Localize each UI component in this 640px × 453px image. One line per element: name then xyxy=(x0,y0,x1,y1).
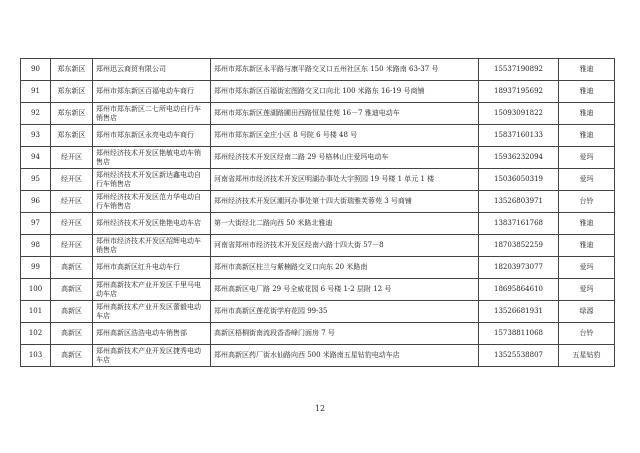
row-number-cell: 103 xyxy=(21,345,51,367)
dealer-address-cell: 郑州高新区药厂街水仙路向西 500 米路南五星钻豹电动车店 xyxy=(211,345,479,367)
table-row xyxy=(21,169,615,191)
table-row xyxy=(21,301,615,323)
dealer-name-cell: 郑州高新技术产业开发区捷秀电动车店 xyxy=(93,345,211,367)
district-cell: 郑东新区 xyxy=(51,81,93,103)
brand-cell: 台铃 xyxy=(559,323,615,345)
brand-cell: 雅迪 xyxy=(559,103,615,125)
district-cell: 郑东新区 xyxy=(51,59,93,81)
dealer-address-cell: 高新区梧桐街南流段香香峰门面房 7 号 xyxy=(211,323,479,345)
phone-number-cell: 15537190892 xyxy=(479,59,559,81)
dealer-address-cell: 郑州市郑东新区百福街宏图路交叉口向北 100 米路东 16-19 号商铺 xyxy=(211,81,479,103)
dealer-name-cell: 郑州高新区浩浩电动车销售部 xyxy=(93,323,211,345)
row-number-cell: 93 xyxy=(21,125,51,147)
dealer-name-cell: 郑州经济技术开发区艳敏电动车销售店 xyxy=(93,147,211,169)
brand-cell: 雅迪 xyxy=(559,81,615,103)
row-number-cell: 90 xyxy=(21,59,51,81)
phone-number-cell: 13526681931 xyxy=(479,301,559,323)
row-number-cell: 101 xyxy=(21,301,51,323)
phone-number-cell: 18695864610 xyxy=(479,279,559,301)
dealer-name-cell: 郑州经济技术开发区范力华电动自行车销售店 xyxy=(93,191,211,213)
page-number: 12 xyxy=(314,404,326,413)
district-cell: 高新区 xyxy=(51,279,93,301)
phone-number-cell: 13837161768 xyxy=(479,213,559,235)
table-row xyxy=(21,345,615,367)
row-number-cell: 92 xyxy=(21,103,51,125)
table-row xyxy=(21,257,615,279)
district-cell: 高新区 xyxy=(51,323,93,345)
dealer-address-cell: 郑州经济技术开发区经南二路 29 号格林山庄爱玛电动车 xyxy=(211,147,479,169)
table-row xyxy=(21,323,615,345)
dealer-name-cell: 郑州高新技术产业开发区千里马电动车店 xyxy=(93,279,211,301)
district-cell: 经开区 xyxy=(51,169,93,191)
phone-number-cell: 18937195692 xyxy=(479,81,559,103)
brand-cell: 台铃 xyxy=(559,191,615,213)
row-number-cell: 96 xyxy=(21,191,51,213)
dealer-name-cell: 郑州市郑东新区永亮电动车商行 xyxy=(93,125,211,147)
phone-number-cell: 15738811068 xyxy=(479,323,559,345)
dealer-address-cell: 第一大街经北二路向西 50 米路北雅迪 xyxy=(211,213,479,235)
row-number-cell: 99 xyxy=(21,257,51,279)
dealer-name-cell: 郑州市郑东新区百福电动车商行 xyxy=(93,81,211,103)
brand-cell: 绿源 xyxy=(559,301,615,323)
table-row xyxy=(21,147,615,169)
brand-cell: 雅迪 xyxy=(559,59,615,81)
dealer-name-cell: 郑州市经济技术开发区绍辉电动车销售店 xyxy=(93,235,211,257)
dealer-name-cell: 郑州经济技术开发区艳艳电动车店 xyxy=(93,213,211,235)
district-cell: 经开区 xyxy=(51,147,93,169)
dealer-table-body xyxy=(21,59,615,367)
dealer-name-cell: 郑州市郑东新区二七所电动自行车销售店 xyxy=(93,103,211,125)
dealer-address-cell: 河南省郑州市经济技术开发区明湖办事处大宇照园 19 号楼 1 单元 1 楼 xyxy=(211,169,479,191)
table-row xyxy=(21,235,615,257)
brand-cell: 雅迪 xyxy=(559,125,615,147)
phone-number-cell: 15936232094 xyxy=(479,147,559,169)
row-number-cell: 98 xyxy=(21,235,51,257)
district-cell: 郑东新区 xyxy=(51,125,93,147)
brand-cell: 雅迪 xyxy=(559,213,615,235)
table-row xyxy=(21,81,615,103)
dealer-name-cell: 郑州迅云商贸有限公司 xyxy=(93,59,211,81)
district-cell: 郑东新区 xyxy=(51,103,93,125)
row-number-cell: 95 xyxy=(21,169,51,191)
dealer-address-cell: 郑州市郑东新区金庄小区 8 号院 6 号楼 48 号 xyxy=(211,125,479,147)
dealer-address-cell: 郑州高新区电厂路 29 号全威花园 6 号楼 1-2 层附 12 号 xyxy=(211,279,479,301)
brand-cell: 爱玛 xyxy=(559,147,615,169)
district-cell: 高新区 xyxy=(51,301,93,323)
dealer-address-cell: 郑州市郑东新区莲湖路圃田西路恒星佳苑 16－7 雅迪电动车 xyxy=(211,103,479,125)
district-cell: 高新区 xyxy=(51,257,93,279)
row-number-cell: 100 xyxy=(21,279,51,301)
dealer-address-cell: 河南省郑州市经济技术开发区经南六路十四大街 57－8 xyxy=(211,235,479,257)
row-number-cell: 91 xyxy=(21,81,51,103)
table-row xyxy=(21,279,615,301)
brand-cell: 五星钻豹 xyxy=(559,345,615,367)
dealer-address-cell: 郑州市高新区柱兰与紫楠路交叉口向东 20 米路南 xyxy=(211,257,479,279)
phone-number-cell: 18703852259 xyxy=(479,235,559,257)
phone-number-cell: 13526803971 xyxy=(479,191,559,213)
row-number-cell: 97 xyxy=(21,213,51,235)
table-row xyxy=(21,125,615,147)
table-row xyxy=(21,103,615,125)
table-row xyxy=(21,213,615,235)
dealer-name-cell: 郑州市高新区红升电动车行 xyxy=(93,257,211,279)
phone-number-cell: 15837160133 xyxy=(479,125,559,147)
row-number-cell: 102 xyxy=(21,323,51,345)
row-number-cell: 94 xyxy=(21,147,51,169)
dealer-address-cell: 郑州经济技术开发区潮河办事处第十四大街瑞雅芙蓉苑 3 号商铺 xyxy=(211,191,479,213)
phone-number-cell: 15093091822 xyxy=(479,103,559,125)
phone-number-cell: 18203973077 xyxy=(479,257,559,279)
phone-number-cell: 15036050319 xyxy=(479,169,559,191)
dealer-name-cell: 郑州经济技术开发区新达鑫电动自行车销售店 xyxy=(93,169,211,191)
phone-number-cell: 13525538807 xyxy=(479,345,559,367)
table-row xyxy=(21,59,615,81)
brand-cell: 爱玛 xyxy=(559,169,615,191)
dealer-name-cell: 郑州高新技术产业开发区蕾毅电动车店 xyxy=(93,301,211,323)
brand-cell: 雅迪 xyxy=(559,235,615,257)
dealer-table xyxy=(20,58,615,367)
district-cell: 高新区 xyxy=(51,345,93,367)
district-cell: 经开区 xyxy=(51,235,93,257)
brand-cell: 爱玛 xyxy=(559,257,615,279)
district-cell: 经开区 xyxy=(51,213,93,235)
brand-cell: 爱玛 xyxy=(559,279,615,301)
district-cell: 经开区 xyxy=(51,191,93,213)
dealer-address-cell: 郑州市郑东新区永平路与康平路交叉口五州社区东 150 米路南 63-37 号 xyxy=(211,59,479,81)
table-row xyxy=(21,191,615,213)
dealer-address-cell: 郑州市高新区莲花街学府花园 99-35 xyxy=(211,301,479,323)
